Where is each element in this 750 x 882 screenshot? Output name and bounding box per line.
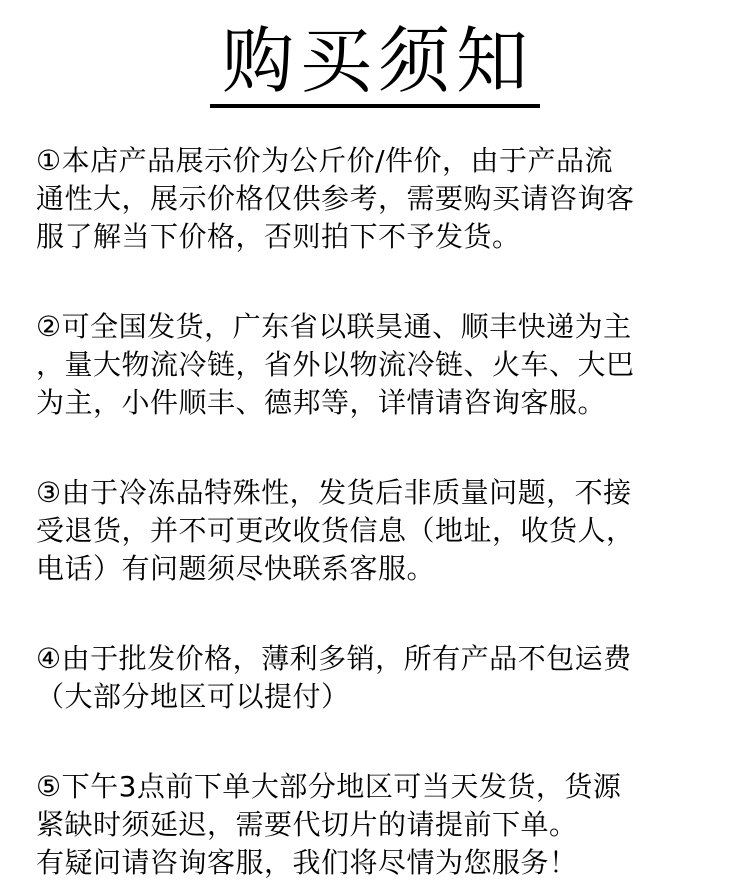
notice-item-5: ⑤下午3点前下单大部分地区可当天发货，货源 紧缺时须延迟，需要代切片的请提前下单。 有疑问请咨询客服，我们将尽情为您服务！ [36,770,622,879]
notice-item-2: ②可全国发货，广东省以联昊通、顺丰快递为主 ，量大物流冷链，省外以物流冷链、火车、大巴 为主，小件顺丰、德邦等，详情请咨询客服。 [36,310,635,419]
notice-item-3: ③由于冷冻品特殊性，发货后非质量问题，不接 受退货，并不可更改收货信息（地址，收货人， 电话）有问题须尽快联系客服。 [36,476,635,585]
notice-list [36,142,722,882]
notice-item-1: ①本店产品展示价为公斤价/件价，由于产品流 通性大，展示价格仅供参考，需要购买请咨询客 服了解当下价格，否则拍下不予发货。 [36,144,635,253]
notice-item-4: ④由于批发价格，薄利多销，所有产品不包运费 （大部分地区可以提付） [36,642,632,713]
page-title: 购买须知 [210,18,540,108]
title-container [0,18,750,108]
